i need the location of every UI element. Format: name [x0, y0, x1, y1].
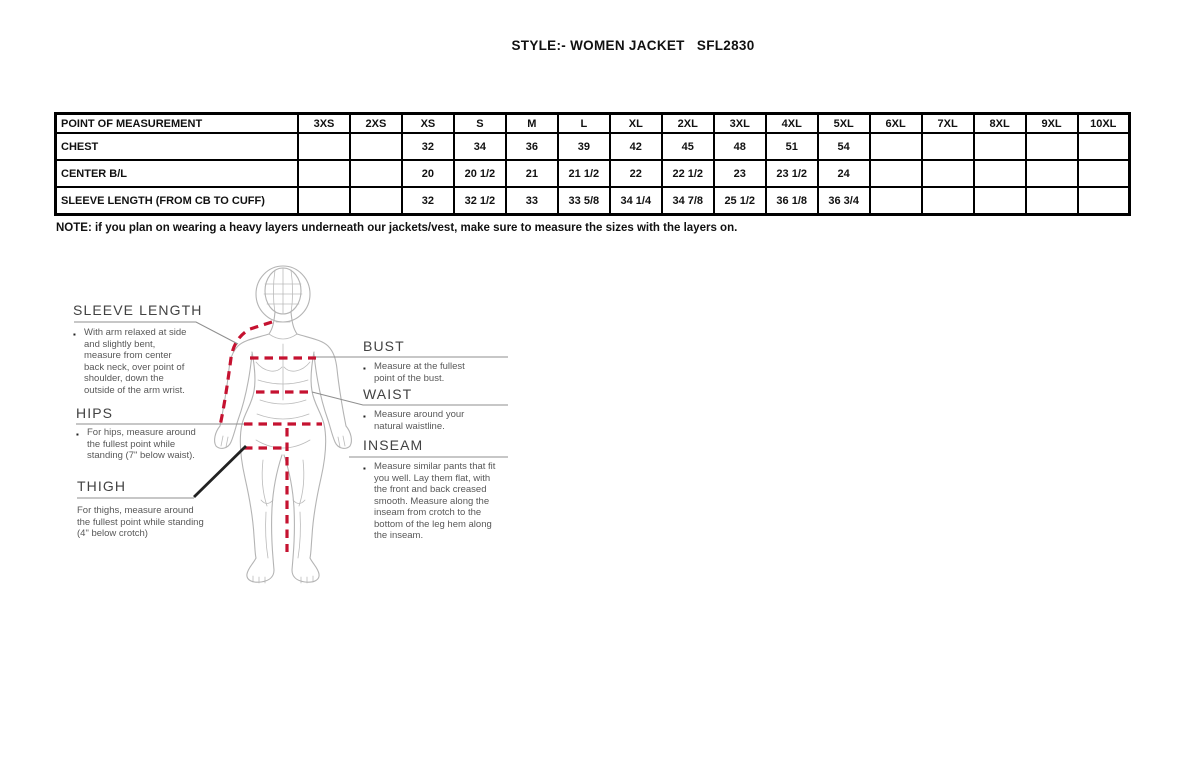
size-cell: 54: [818, 133, 870, 160]
measurement-diagram: [60, 250, 530, 615]
size-cell: 20: [402, 160, 454, 187]
size-cell: [974, 133, 1026, 160]
thigh-text: For thighs, measure around the fullest point while standing (4" below crotch): [77, 505, 204, 540]
size-cell: 36: [506, 133, 558, 160]
column-header: M: [506, 114, 558, 134]
size-cell: [298, 187, 350, 215]
inseam-section: [363, 437, 498, 542]
size-cell: 34 7/8: [662, 187, 714, 215]
bullet-icon: ▪: [363, 364, 366, 373]
size-cell: [974, 160, 1026, 187]
page-title: STYLE:- WOMEN JACKET SFL2830: [511, 38, 755, 53]
column-header: 3XS: [298, 114, 350, 134]
waist-section: [363, 386, 478, 432]
size-cell: [298, 133, 350, 160]
figure-wireframe-detail: [221, 268, 345, 583]
size-table-body: [56, 133, 1130, 215]
size-cell: 32: [402, 187, 454, 215]
size-cell: 34: [454, 133, 506, 160]
size-cell: 25 1/2: [714, 187, 766, 215]
size-cell: [870, 133, 922, 160]
sleeve-length-section: [73, 302, 202, 396]
column-header: XS: [402, 114, 454, 134]
bust-heading: BUST: [363, 338, 405, 354]
bust-text: Measure at the fullest point of the bust.: [374, 361, 465, 384]
waist-text: Measure around your natural waistline.: [374, 409, 465, 432]
column-header: S: [454, 114, 506, 134]
size-cell: [922, 160, 974, 187]
thigh-section: [77, 478, 209, 540]
size-cell: [870, 187, 922, 215]
size-cell: [1078, 160, 1130, 187]
size-cell: [350, 133, 402, 160]
size-cell: 22: [610, 160, 662, 187]
measurement-row: [56, 160, 1130, 187]
inseam-text: Measure similar pants that fit you well. Lay them flat, with the front and back creased smooth. Measure along the inseam from crotch to the bottom of the leg hem along the inseam.: [374, 461, 496, 542]
size-table: [54, 112, 1131, 216]
size-cell: 48: [714, 133, 766, 160]
size-cell: 45: [662, 133, 714, 160]
sleeve-measure-line: [220, 322, 272, 426]
bullet-icon: ▪: [76, 430, 79, 439]
size-cell: [870, 160, 922, 187]
size-cell: [1078, 133, 1130, 160]
size-cell: [1026, 133, 1078, 160]
size-cell: 36 1/8: [766, 187, 818, 215]
bust-section: [363, 338, 482, 384]
size-cell: 23 1/2: [766, 160, 818, 187]
size-cell: 39: [558, 133, 610, 160]
row-label: CHEST: [56, 133, 299, 160]
hips-text: For hips, measure around the fullest point while standing (7" below waist).: [87, 427, 196, 462]
inseam-heading: INSEAM: [363, 437, 424, 453]
bullet-icon: ▪: [73, 330, 76, 339]
size-cell: [298, 160, 350, 187]
column-header: 4XL: [766, 114, 818, 134]
size-cell: 32: [402, 133, 454, 160]
column-header: 10XL: [1078, 114, 1130, 134]
size-cell: 36 3/4: [818, 187, 870, 215]
size-cell: 24: [818, 160, 870, 187]
size-cell: [922, 133, 974, 160]
size-cell: [1026, 160, 1078, 187]
measurement-row: [56, 187, 1130, 215]
size-cell: [350, 160, 402, 187]
row-label: CENTER B/L: [56, 160, 299, 187]
bullet-icon: ▪: [363, 412, 366, 421]
row-label: SLEEVE LENGTH (FROM CB TO CUFF): [56, 187, 299, 215]
measurement-row: [56, 133, 1130, 160]
column-header: 7XL: [922, 114, 974, 134]
hips-heading: HIPS: [76, 405, 114, 421]
note-text: NOTE: if you plan on wearing a heavy layers underneath our jackets/vest, make sure to measure the sizes with the layers on.: [56, 222, 738, 234]
size-cell: 33 5/8: [558, 187, 610, 215]
size-cell: [1078, 187, 1130, 215]
column-header: XL: [610, 114, 662, 134]
size-cell: 32 1/2: [454, 187, 506, 215]
column-header: 8XL: [974, 114, 1026, 134]
size-cell: [974, 187, 1026, 215]
size-cell: 33: [506, 187, 558, 215]
size-cell: 34 1/4: [610, 187, 662, 215]
column-header: 5XL: [818, 114, 870, 134]
size-cell: 42: [610, 133, 662, 160]
thigh-heading: THIGH: [77, 478, 127, 494]
size-cell: 51: [766, 133, 818, 160]
size-cell: [1026, 187, 1078, 215]
sleeve-length-heading: SLEEVE LENGTH: [73, 302, 203, 318]
bullet-icon: ▪: [363, 464, 366, 473]
size-cell: 23: [714, 160, 766, 187]
column-header: 9XL: [1026, 114, 1078, 134]
size-cell: 21 1/2: [558, 160, 610, 187]
table-header-row: [56, 114, 1130, 134]
column-header: 2XL: [662, 114, 714, 134]
size-cell: 22 1/2: [662, 160, 714, 187]
size-cell: [922, 187, 974, 215]
poml-header: POINT OF MEASUREMENT: [56, 114, 299, 134]
waist-heading: WAIST: [363, 386, 413, 402]
column-header: 6XL: [870, 114, 922, 134]
column-header: 2XS: [350, 114, 402, 134]
size-cell: 21: [506, 160, 558, 187]
size-cell: [350, 187, 402, 215]
hips-section: [76, 405, 203, 462]
column-header: L: [558, 114, 610, 134]
sleeve-length-text: With arm relaxed at side and slightly bent, measure from center back neck, over point of shoulder, down the outside of the arm wrist.: [84, 327, 187, 396]
column-header: 3XL: [714, 114, 766, 134]
size-cell: 20 1/2: [454, 160, 506, 187]
